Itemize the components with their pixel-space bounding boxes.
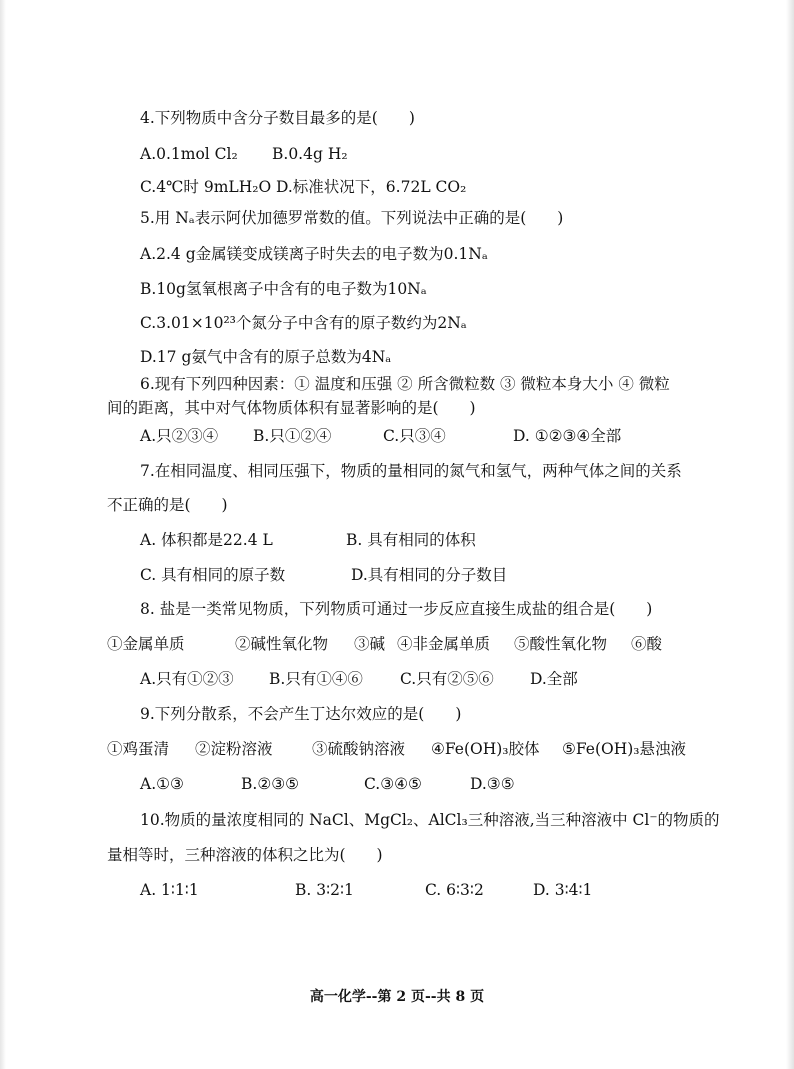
- q9-item: ⑤Fe(OH)₃悬浊液: [562, 740, 687, 758]
- q7-option-d: D.具有相同的分子数目: [351, 566, 508, 584]
- q9-option-c: C.③④⑤: [364, 775, 422, 793]
- q8-item: ⑥酸: [631, 635, 663, 653]
- q9-option-b: B.②③⑤: [241, 775, 300, 793]
- q4-option-c: C.4℃时 9mLH₂O: [140, 178, 272, 196]
- q9-option-d: D.③⑤: [470, 775, 515, 793]
- q6-option-b: B.只①②④: [253, 427, 332, 445]
- q5-stem: 5.用 Nₐ表示阿伏加德罗常数的值。下列说法中正确的是( ): [140, 209, 564, 227]
- q6-stem-line2: 间的距离，其中对气体物质体积有显著影响的是( ): [107, 399, 476, 417]
- q8-item: ④非金属单质: [397, 635, 491, 653]
- page-footer: 高一化学--第 2 页--共 8 页: [309, 989, 485, 1005]
- q6-option-d: D. ①②③④全部: [513, 427, 622, 445]
- q10-option-b: B. 3∶2∶1: [295, 881, 354, 899]
- q8-option-c: C.只有②⑤⑥: [400, 670, 494, 688]
- q4-option-a: A.0.1mol Cl₂: [140, 145, 238, 163]
- q8-item: ⑤酸性氧化物: [514, 635, 608, 653]
- q9-item: ④Fe(OH)₃胶体: [431, 740, 540, 758]
- q8-option-a: A.只有①②③: [140, 670, 234, 688]
- q8-option-b: B.只有①④⑥: [269, 670, 363, 688]
- q10-stem-line1: 10.物质的量浓度相同的 NaCl、MgCl₂、AlCl₃三种溶液,当三种溶液中 Cl⁻的物质的: [140, 811, 720, 829]
- q5-option-a: A.2.4 g金属镁变成镁离子时失去的电子数为0.1Nₐ: [140, 245, 488, 263]
- q7-stem-line1: 7.在相同温度、相同压强下，物质的量相同的氮气和氢气，两种气体之间的关系: [140, 462, 682, 480]
- q7-option-a: A. 体积都是22.4 L: [140, 531, 273, 549]
- q8-item: ③碱: [354, 635, 386, 653]
- q9-stem: 9.下列分散系，不会产生丁达尔效应的是( ): [140, 705, 462, 723]
- q6-option-c: C.只③④: [383, 427, 446, 445]
- page-left-shadow: [0, 0, 6, 1069]
- q10-option-a: A. 1∶1∶1: [140, 881, 199, 899]
- q5-option-b: B.10g氢氧根离子中含有的电子数为10Nₐ: [140, 280, 427, 298]
- q9-option-a: A.①③: [140, 775, 184, 793]
- q9-item: ①鸡蛋清: [107, 740, 170, 758]
- q4-stem: 4.下列物质中含分子数目最多的是( ): [140, 109, 415, 127]
- q4-option-d: D.标准状况下，6.72L CO₂: [276, 178, 467, 196]
- q5-option-d: D.17 g氨气中含有的原子总数为4Nₐ: [140, 348, 392, 366]
- q7-stem-line2: 不正确的是( ): [107, 496, 228, 514]
- q5-option-c: C.3.01×10²³个氮分子中含有的原子数约为2Nₐ: [140, 314, 467, 332]
- q6-option-a: A.只②③④: [140, 427, 219, 445]
- q8-stem: 8. 盐是一类常见物质，下列物质可通过一步反应直接生成盐的组合是( ): [140, 600, 653, 618]
- q8-option-d: D.全部: [530, 670, 578, 688]
- q9-item: ③硫酸钠溶液: [312, 740, 406, 758]
- q8-item: ②碱性氧化物: [235, 635, 329, 653]
- q9-item: ②淀粉溶液: [195, 740, 273, 758]
- q7-option-b: B. 具有相同的体积: [346, 531, 476, 549]
- q10-option-d: D. 3∶4∶1: [533, 881, 593, 899]
- q4-option-b: B.0.4g H₂: [272, 145, 348, 163]
- q7-option-c: C. 具有相同的原子数: [140, 566, 286, 584]
- q10-stem-line2: 量相等时，三种溶液的体积之比为( ): [107, 846, 383, 864]
- page-right-shadow: [786, 0, 794, 1069]
- q8-item: ①金属单质: [107, 635, 185, 653]
- q10-option-c: C. 6∶3∶2: [425, 881, 484, 899]
- q6-stem-line1: 6.现有下列四种因素：① 温度和压强 ② 所含微粒数 ③ 微粒本身大小 ④ 微粒: [140, 375, 670, 393]
